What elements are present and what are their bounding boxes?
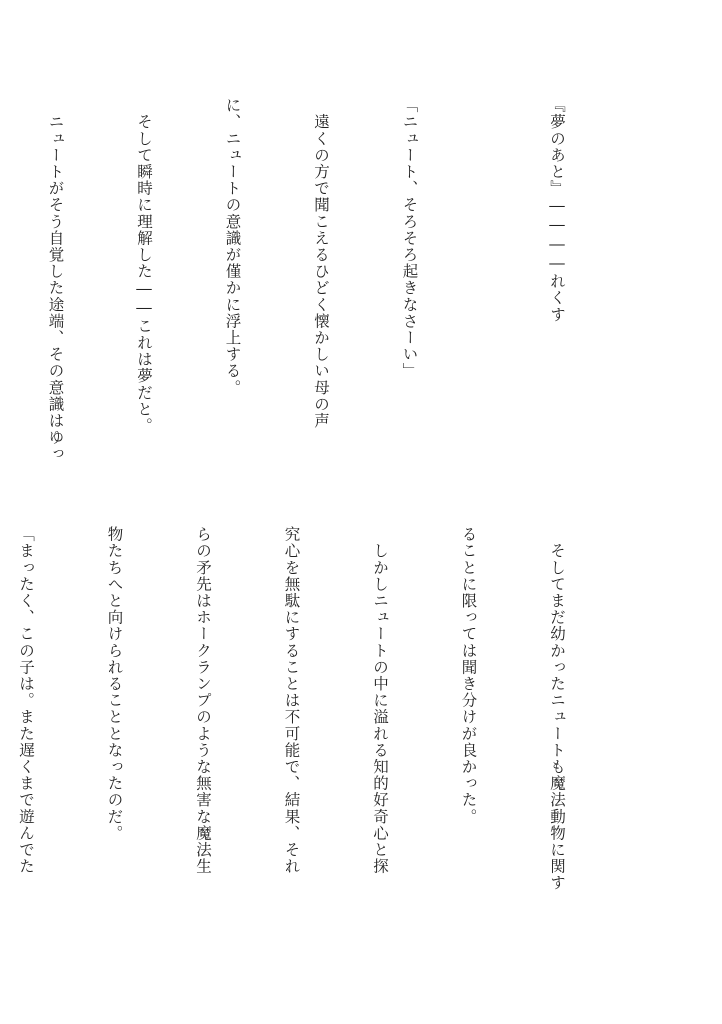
text-line: 「まったく、この子は。また遅くまで遊んでた — [17, 526, 35, 875]
text-line: そしてまだ幼かったニュートも魔法動物に関す — [548, 526, 566, 892]
text-line: に、ニュートの意識が僅かに浮上する。 — [223, 97, 242, 396]
text-line: 物たちへと向けられることとなったのだ。 — [105, 526, 124, 842]
text-line: そして瞬時に理解した――これは夢だと。 — [135, 97, 153, 434]
text-line: 「ニュート、そろそろ起きなさーい」 — [400, 97, 419, 380]
text-block-bottom — [0, 526, 630, 926]
text-line: ニュートがそう自覚した途端、その意識はゆっ — [46, 97, 65, 463]
text-line: 遠くの方で聞こえるひどく懐かしい母の声 — [312, 97, 330, 429]
title-line: 『夢のあと』――――れくす — [548, 97, 566, 323]
text-line: しかしニュートの中に溢れる知的好奇心と探 — [371, 526, 389, 875]
text-line: らの矛先はホークランプのような無害な魔法生 — [194, 526, 212, 875]
text-block-top — [0, 97, 630, 463]
text-line: 究心を無駄にすることは不可能で、結果、それ — [282, 526, 301, 875]
text-line: ることに限っては聞き分けが良かった。 — [459, 526, 478, 825]
